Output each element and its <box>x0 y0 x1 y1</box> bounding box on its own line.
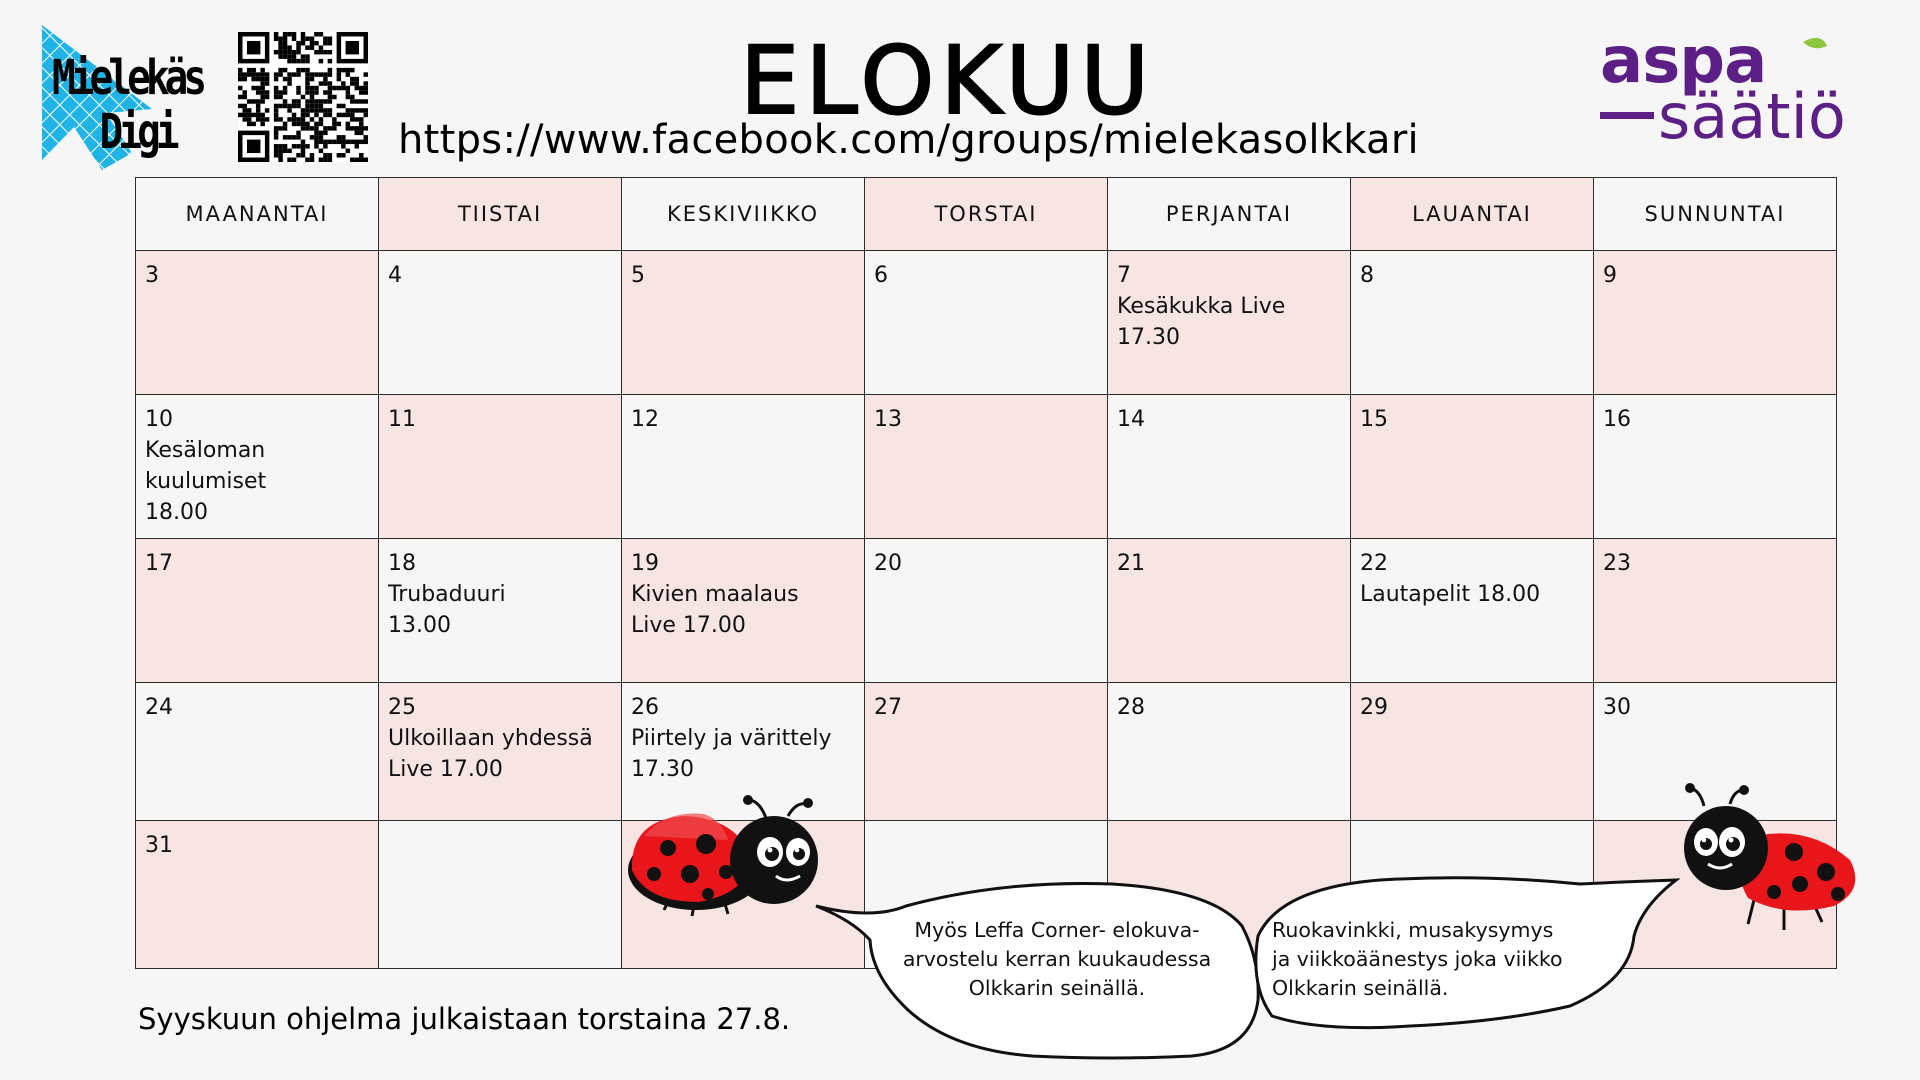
leaf-icon <box>1803 38 1827 48</box>
day-cell-12 <box>622 395 865 539</box>
calendar-week-row <box>136 251 1837 395</box>
day-cell-11 <box>379 395 622 539</box>
day-number: 5 <box>631 263 645 288</box>
day-number: 16 <box>1603 407 1631 432</box>
weekday-header-row <box>136 178 1837 251</box>
event-text: Trubaduuri <box>388 582 506 607</box>
day-cell-6 <box>865 251 1108 395</box>
event-text: Lautapelit 18.00 <box>1360 582 1541 607</box>
calendar-week-row <box>136 395 1837 539</box>
day-number: 25 <box>388 695 416 720</box>
bubble-right-line-3: Olkkarin seinällä. <box>1272 976 1449 1000</box>
speech-bubble-left <box>812 880 1272 1060</box>
day-cell-29 <box>1351 683 1594 821</box>
event-text: Live 17.00 <box>631 613 746 638</box>
day-number: 11 <box>388 407 416 432</box>
day-number: 23 <box>1603 551 1631 576</box>
day-number: 30 <box>1603 695 1631 720</box>
day-number: 24 <box>145 695 173 720</box>
day-cell-17 <box>136 539 379 683</box>
day-cell-3 <box>136 251 379 395</box>
day-cell-16 <box>1594 395 1837 539</box>
day-cell-25 <box>379 683 622 821</box>
event-text: Kivien maalaus <box>631 582 799 607</box>
day-cell-14 <box>1108 395 1351 539</box>
weekday-tuesday: TIISTAI <box>379 178 622 251</box>
day-number: 27 <box>874 695 902 720</box>
day-number: 26 <box>631 695 659 720</box>
bubble-right-line-2: ja viikkoäänestys joka viikko <box>1272 947 1563 971</box>
day-number: 28 <box>1117 695 1145 720</box>
page-title: ELOKUU <box>740 27 1156 136</box>
weekday-sunday: SUNNUNTAI <box>1594 178 1837 251</box>
day-cell-28 <box>1108 683 1351 821</box>
day-number: 10 <box>145 407 173 432</box>
event-text: Live 17.00 <box>388 757 503 782</box>
logo-word-saatio: säätiö <box>1658 80 1846 149</box>
event-text: Piirtely ja värittely <box>631 726 832 751</box>
day-cell-4 <box>379 251 622 395</box>
day-number: 7 <box>1117 263 1131 288</box>
event-text: kuulumiset <box>145 469 267 494</box>
bubble-left-line-2: arvostelu kerran kuukaudessa <box>902 947 1212 971</box>
weekday-thursday: TORSTAI <box>865 178 1108 251</box>
weekday-friday: PERJANTAI <box>1108 178 1351 251</box>
day-number: 4 <box>388 263 402 288</box>
day-cell-23 <box>1594 539 1837 683</box>
calendar-week-row <box>136 683 1837 821</box>
day-number: 8 <box>1360 263 1374 288</box>
day-number: 9 <box>1603 263 1617 288</box>
qr-code[interactable] <box>238 32 368 162</box>
day-cell-13 <box>865 395 1108 539</box>
day-cell-20 <box>865 539 1108 683</box>
day-cell-8 <box>1351 251 1594 395</box>
logo-word-mielekas: Mielekäs <box>52 50 203 106</box>
day-cell-9 <box>1594 251 1837 395</box>
day-cell-5 <box>622 251 865 395</box>
event-text: 13.00 <box>388 613 451 638</box>
day-cell-18 <box>379 539 622 683</box>
calendar-week-row <box>136 539 1837 683</box>
day-number: 14 <box>1117 407 1145 432</box>
day-cell-21 <box>1108 539 1351 683</box>
day-cell-15 <box>1351 395 1594 539</box>
day-cell-19 <box>622 539 865 683</box>
mielekas-digi-logo <box>40 25 220 165</box>
weekday-wednesday: KESKIVIIKKO <box>622 178 865 251</box>
day-cell-22 <box>1351 539 1594 683</box>
event-text: 18.00 <box>145 500 208 525</box>
day-number: 13 <box>874 407 902 432</box>
day-number: 15 <box>1360 407 1388 432</box>
logo-word-digi: Digi <box>99 104 175 160</box>
day-number: 12 <box>631 407 659 432</box>
bubble-left-line-3: Olkkarin seinällä. <box>968 976 1146 1000</box>
day-number: 29 <box>1360 695 1388 720</box>
day-cell-10 <box>136 395 379 539</box>
bubble-left-line-1: Myös Leffa Corner- elokuva- <box>914 918 1200 942</box>
event-text: 17.30 <box>631 757 694 782</box>
ladybug-left-illustration <box>626 790 821 928</box>
ladybug-right-illustration <box>1684 780 1866 942</box>
calendar-grid <box>135 177 1837 969</box>
day-cell-27 <box>865 683 1108 821</box>
weekday-saturday: LAUANTAI <box>1351 178 1594 251</box>
aspa-saatio-logo <box>1598 24 1888 149</box>
logo-word-aspa: aspa <box>1600 24 1767 98</box>
day-number: 18 <box>388 551 416 576</box>
day-number: 21 <box>1117 551 1145 576</box>
day-number: 22 <box>1360 551 1388 576</box>
event-text: Kesäkukka Live <box>1117 294 1286 319</box>
day-number: 31 <box>145 833 173 858</box>
day-cell-7 <box>1108 251 1351 395</box>
empty-day-cell <box>379 821 622 969</box>
event-text: Kesäloman <box>145 438 266 463</box>
weekday-monday: MAANANTAI <box>136 178 379 251</box>
event-text: Ulkoillaan yhdessä <box>388 726 593 751</box>
speech-bubble-right <box>1250 876 1680 1036</box>
bubble-right-line-1: Ruokavinkki, musakysymys <box>1272 918 1554 942</box>
facebook-group-link[interactable]: https://www.facebook.com/groups/mielekasolkkari <box>398 117 1419 163</box>
footer-note: Syyskuun ohjelma julkaistaan torstaina 27.8. <box>138 1002 791 1036</box>
day-number: 19 <box>631 551 659 576</box>
event-text: 17.30 <box>1117 325 1180 350</box>
day-number: 20 <box>874 551 902 576</box>
day-number: 3 <box>145 263 159 288</box>
day-cell-24 <box>136 683 379 821</box>
day-number: 6 <box>874 263 888 288</box>
day-cell-31 <box>136 821 379 969</box>
day-number: 17 <box>145 551 173 576</box>
